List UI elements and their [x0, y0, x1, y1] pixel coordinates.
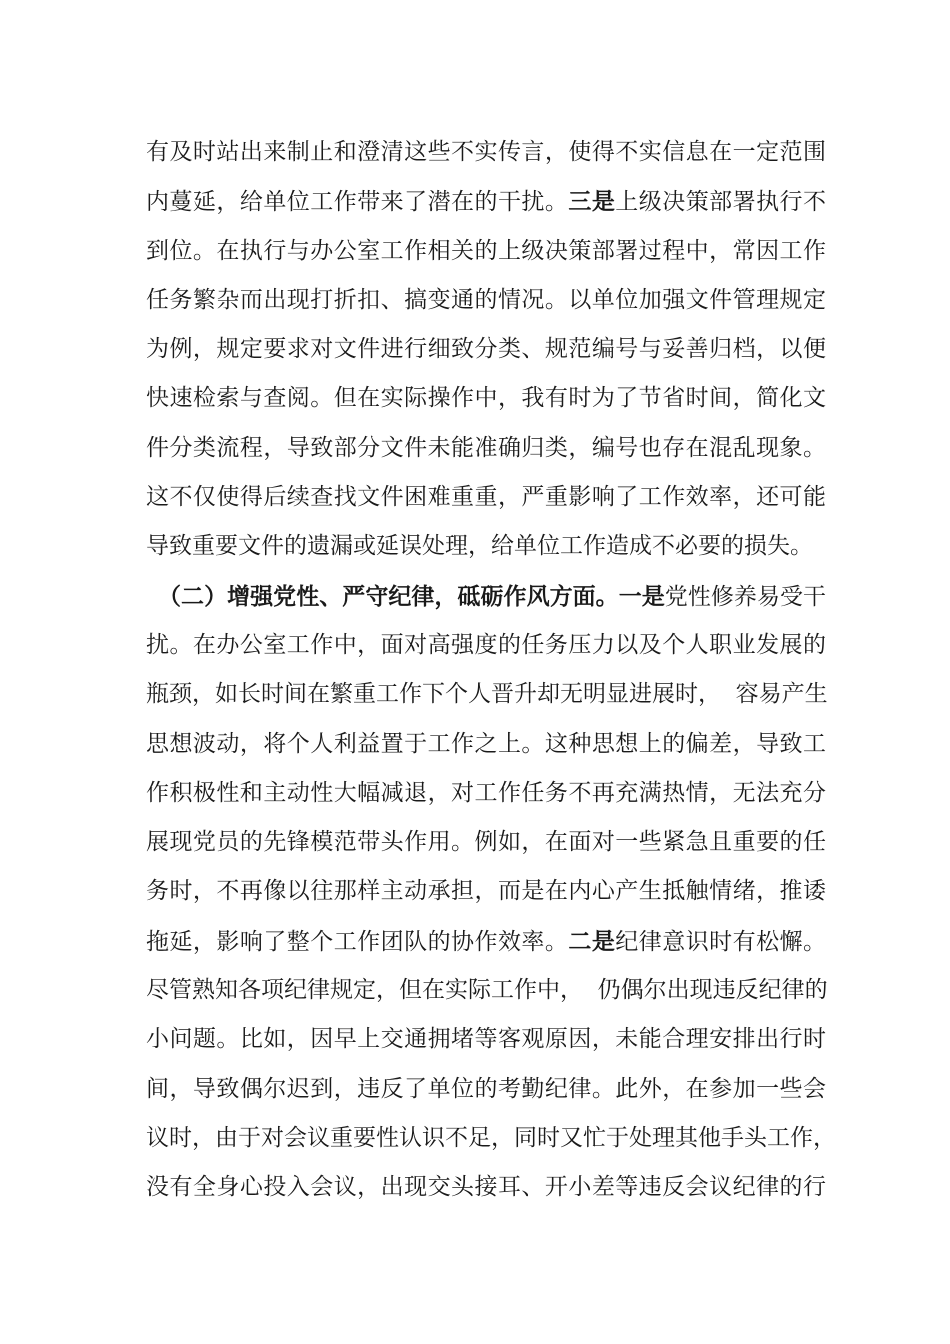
text-line: 任务繁杂而出现打折扣、搞变通的情况。以单位加强文件管理规定	[146, 286, 826, 313]
text-line: 思想波动，将个人利益置于工作之上。这种思想上的偏差，导致工	[146, 730, 826, 757]
text-line: 小问题。比如，因早上交通拥堵等客观原因，未能合理安排出行时	[146, 1026, 826, 1053]
text-line: 瓶颈，如长时间在繁重工作下个人晋升却无明显进展时， 容易产生	[146, 681, 828, 708]
text-line: 内蔓延，给单位工作带来了潜在的干扰。三是上级决策部署执行不	[146, 188, 827, 216]
text-line: 有及时站出来制止和澄清这些不实传言，使得不实信息在一定范围	[146, 139, 826, 165]
text-line: 务时，不再像以往那样主动承担，而是在内心产生抵触情绪，推诿	[146, 878, 826, 905]
text-line: 拖延，影响了整个工作团队的协作效率。二是纪律意识时有松懈。	[146, 927, 827, 955]
text-line: 议时，由于对会议重要性认识不足，同时又忙于处理其他手头工作，	[146, 1124, 836, 1151]
item-marker-three: 三是	[568, 188, 616, 216]
text-line: 为例，规定要求对文件进行细致分类、规范编号与妥善归档，以便	[146, 336, 826, 363]
text-line: 作积极性和主动性大幅减退，对工作任务不再充满热情，无法充分	[146, 779, 826, 806]
text-line: 导致重要文件的遗漏或延误处理，给单位工作造成不必要的损失。	[146, 533, 813, 560]
text-line: 展现党员的先锋模范带头作用。例如，在面对一些紧急且重要的任	[146, 829, 826, 856]
text-line: 没有全身心投入会议，出现交头接耳、开小差等违反会议纪律的行	[146, 1174, 826, 1201]
item-marker-two: 二是	[568, 927, 616, 955]
section-heading: （二）增强党性、严守纪律，砥砺作风方面。一是	[158, 582, 665, 610]
text-line: 快速检索与查阅。但在实际操作中，我有时为了节省时间，简化文	[146, 385, 826, 412]
section-heading-line: （二）增强党性、严守纪律，砥砺作风方面。一是党性修养易受干	[158, 582, 827, 610]
text-line: 件分类流程，导致部分文件未能准确归类，编号也存在混乱现象。	[146, 434, 826, 461]
body-text	[146, 128, 836, 1213]
text-line: 间，导致偶尔迟到，违反了单位的考勤纪律。此外，在参加一些会	[146, 1075, 826, 1102]
text-line: 尽管熟知各项纪律规定，但在实际工作中， 仍偶尔出现违反纪律的	[146, 977, 828, 1004]
text-line: 扰。在办公室工作中，面对高强度的任务压力以及个人职业发展的	[146, 631, 826, 658]
text-line: 这不仅使得后续查找文件困难重重，严重影响了工作效率，还可能	[146, 484, 826, 511]
text-line: 到位。在执行与办公室工作相关的上级决策部署过程中，常因工作	[146, 237, 826, 264]
